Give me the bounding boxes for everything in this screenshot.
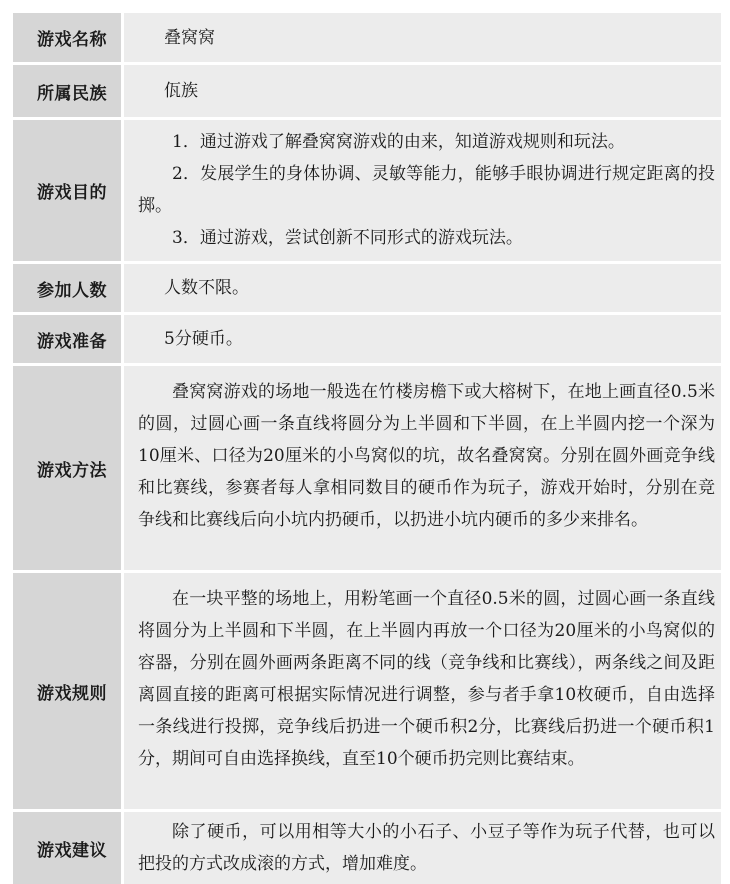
row-value <box>124 573 721 809</box>
row-value <box>124 366 721 570</box>
row-label: 游戏规则 <box>13 573 124 809</box>
row-label: 游戏建议 <box>13 812 124 884</box>
row-value: 佤族 <box>164 81 198 101</box>
row-value <box>124 120 721 261</box>
game-info-table <box>13 13 721 884</box>
row-label: 游戏准备 <box>13 315 124 363</box>
row-value: 叠窝窝 <box>164 27 215 48</box>
paragraph: 1．通过游戏了解叠窝窝游戏的由来，知道游戏规则和玩法。 <box>172 132 625 152</box>
row-value: 人数不限。 <box>164 278 249 298</box>
row-value: 5分硬币。 <box>164 329 243 349</box>
row-game-rules <box>13 573 721 812</box>
paragraph: 除了硬币，可以用相等大小的小石子、小豆子等作为玩子代替，也可以把投的方式改成滚的方式，增加难度。 <box>138 822 715 874</box>
row-game-method <box>13 366 721 573</box>
row-preparation <box>13 315 721 366</box>
row-label: 游戏目的 <box>13 120 124 261</box>
row-participants <box>13 264 721 315</box>
row-label: 游戏方法 <box>13 366 124 570</box>
paragraph: 在一块平整的场地上，用粉笔画一个直径0.5米的圆，过圆心画一条直线将圆分为上半圆和下半圆，在上半圆内再放一个口径为20厘米的小鸟窝似的容器，分别在圆外画两条距离不同的线（竞争线和比赛线），两条线之间及距离圆直接的距离可根据实际情况进行调整，参与者手拿10枚硬币，自由选择一条线进行投掷，竞争线后扔进一个硬币积2分，比赛线后扔进一个硬币积1分，期间可自由选择换线，直至10个硬币扔完则比赛结束。 <box>138 589 715 769</box>
row-value <box>124 812 721 884</box>
row-label: 游戏名称 <box>13 13 124 62</box>
row-label: 参加人数 <box>13 264 124 312</box>
paragraph: 叠窝窝游戏的场地一般选在竹楼房檐下或大榕树下，在地上画直径0.5米的圆，过圆心画一条直线将圆分为上半圆和下半圆，在上半圆内挖一个深为10厘米、口径为20厘米的小鸟窝似的坑，故名叠窝窝。分别在圆外画竞争线和比赛线，参赛者每人拿相同数目的硬币作为玩子，游戏开始时，分别在竞争线和比赛线后向小坑内扔硬币，以扔进小坑内硬币的多少来排名。 <box>138 382 715 530</box>
row-label: 所属民族 <box>13 65 124 117</box>
row-game-suggestion <box>13 812 721 884</box>
paragraph: 3．通过游戏，尝试创新不同形式的游戏玩法。 <box>172 228 523 248</box>
row-game-name <box>13 13 721 65</box>
row-game-purpose <box>13 120 721 264</box>
row-ethnic-group <box>13 65 721 120</box>
paragraph: 2．发展学生的身体协调、灵敏等能力，能够手眼协调进行规定距离的投掷。 <box>138 164 715 216</box>
